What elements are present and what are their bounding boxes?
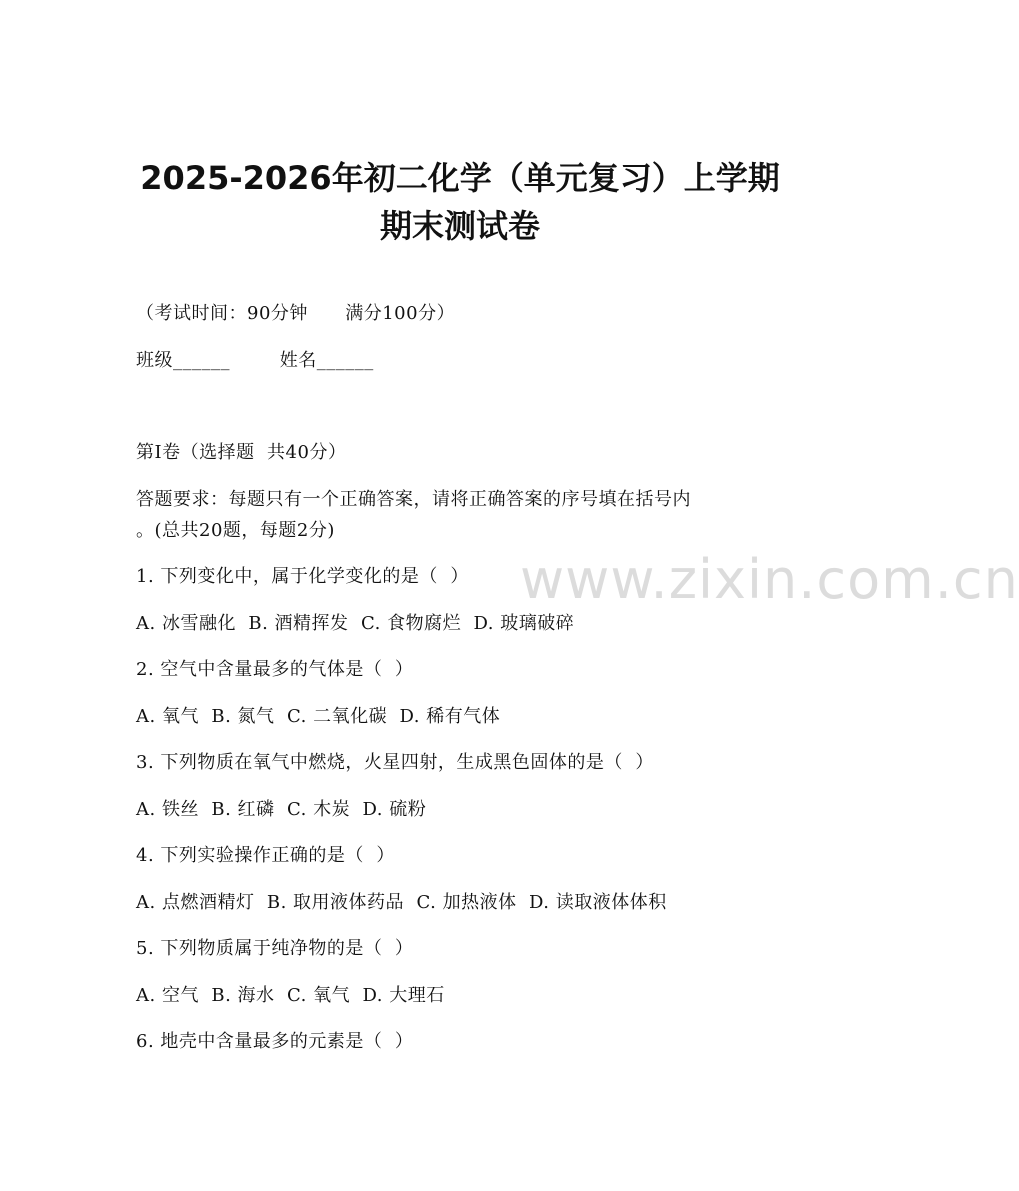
question-options-1: A. 冰雪融化 B. 酒精挥发 C. 食物腐烂 D. 玻璃破碎 [136,613,575,634]
question-stem-6: 6. 地壳中含量最多的元素是（ ） [136,1031,414,1052]
question-options-4: A. 点燃酒精灯 B. 取用液体药品 C. 加热液体 D. 读取液体体积 [136,892,667,913]
question-stem-4: 4. 下列实验操作正确的是（ ） [136,845,395,866]
section-title: 第Ⅰ卷（选择题 共40分） [136,442,347,463]
question-stem-1: 1. 下列变化中，属于化学变化的是（ ） [136,566,469,587]
question-stem-3: 3. 下列物质在氧气中燃烧，火星四射，生成黑色固体的是（ ） [136,752,654,773]
exam-title-line1: 2025-2026年初二化学（单元复习）上学期 [140,159,780,197]
exam-title-line2: 期末测试卷 [379,207,540,245]
question-stem-5: 5. 下列物质属于纯净物的是（ ） [136,938,414,959]
instructions-line1: 答题要求：每题只有一个正确答案，请将正确答案的序号填在括号内 [136,489,691,510]
question-stem-2: 2. 空气中含量最多的气体是（ ） [136,659,414,680]
question-options-2: A. 氧气 B. 氮气 C. 二氧化碳 D. 稀有气体 [136,706,501,727]
exam-info: （考试时间：90分钟 满分100分） [136,303,456,324]
class-name-line: 班级______ 姓名______ [136,350,374,371]
watermark: www.zixin.com.cn [520,548,1019,611]
question-options-3: A. 铁丝 B. 红磷 C. 木炭 D. 硫粉 [136,799,427,820]
question-options-5: A. 空气 B. 海水 C. 氧气 D. 大理石 [136,985,445,1006]
instructions-line2: 。(总共20题，每题2分) [136,520,335,541]
